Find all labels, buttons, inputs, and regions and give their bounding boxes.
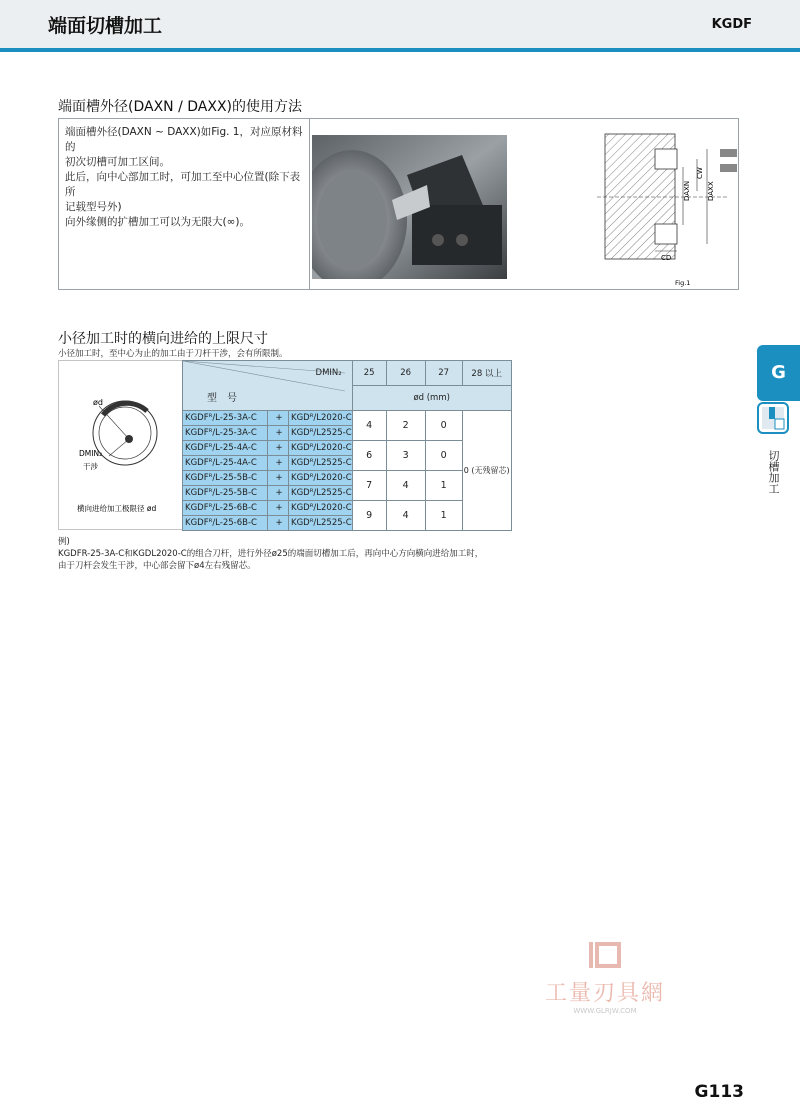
page-title: 端面切槽加工	[48, 15, 163, 37]
col-header: 25	[352, 361, 386, 386]
table-row	[183, 411, 512, 426]
section2-title: 小径加工时的横向进给的上限尺寸	[58, 331, 268, 347]
limit-table	[182, 360, 512, 531]
table-row	[183, 471, 512, 486]
usage-line: 端面槽外径(DAXN ~ DAXX)如Fig. 1，对应原材料的	[65, 126, 303, 153]
section1-title: 端面槽外径(DAXN / DAXX)的使用方法	[58, 99, 303, 115]
shank-model: KGDᴿ/L2020-C	[289, 411, 353, 426]
usage-line: 向外缘侧的扩槽加工可以为无限大(∞)。	[65, 216, 250, 228]
value-cell: 0	[425, 411, 462, 441]
fig-label-cw: CW	[696, 167, 704, 179]
grooving-icon	[757, 402, 789, 434]
watermark-url: WWW.GLRJW.COM	[573, 1007, 637, 1015]
value-cell: 6	[352, 441, 386, 471]
last-col-value: 0 (无残留芯)	[462, 411, 511, 531]
example-line: KGDFR-25-3A-C和KGDL2020-C的组合刀杆，进行外径ø25的端面切槽加工后，再向中心方向横向进给加工时，	[58, 549, 484, 559]
shank-model: KGDᴿ/L2525-C	[289, 516, 353, 531]
plus-sign: +	[268, 426, 289, 441]
holder-model: KGDFᴿ/L-25-5B-C	[183, 486, 268, 501]
fig-label-cd: CD	[661, 254, 672, 262]
table-corner-header	[183, 361, 353, 411]
holder-model: KGDFᴿ/L-25-3A-C	[183, 411, 268, 426]
value-cell: 4	[386, 501, 425, 531]
plus-sign: +	[268, 471, 289, 486]
col-header: 28 以上	[462, 361, 511, 386]
machining-photo	[312, 135, 507, 279]
holder-model: KGDFᴿ/L-25-4A-C	[183, 441, 268, 456]
shank-model: KGDᴿ/L2020-C	[289, 501, 353, 516]
holder-model: KGDFᴿ/L-25-5B-C	[183, 471, 268, 486]
diagram-od-label: ød	[93, 398, 103, 407]
holder-model: KGDFᴿ/L-25-4A-C	[183, 456, 268, 471]
col-header: 26	[386, 361, 425, 386]
diagram-caption: 横向进给加工极限径 ød	[77, 504, 157, 513]
holder-model: KGDFᴿ/L-25-3A-C	[183, 426, 268, 441]
usage-text	[65, 125, 305, 230]
holder-model: KGDFᴿ/L-25-6B-C	[183, 516, 268, 531]
usage-line: 记载型号外)	[65, 201, 122, 213]
plus-sign: +	[268, 456, 289, 471]
table-row	[183, 501, 512, 516]
value-cell: 1	[425, 501, 462, 531]
shank-model: KGDᴿ/L2525-C	[289, 426, 353, 441]
value-cell: 4	[352, 411, 386, 441]
shank-model: KGDᴿ/L2020-C	[289, 471, 353, 486]
dmin-header: DMIN₂	[315, 368, 342, 378]
plus-sign: +	[268, 411, 289, 426]
plus-sign: +	[268, 441, 289, 456]
diagram-interference-label: 干涉	[83, 462, 98, 471]
interference-diagram	[58, 360, 182, 530]
watermark	[540, 940, 670, 1020]
watermark-logo-icon	[585, 940, 625, 972]
plus-sign: +	[268, 501, 289, 516]
section2-subtitle: 小径加工时，至中心为止的加工由于刀杆干涉，会有所限制。	[58, 349, 288, 359]
model-header: 型 号	[207, 393, 237, 404]
side-tab-label: 切槽加工	[767, 450, 780, 494]
plus-sign: +	[268, 516, 289, 531]
product-code: KGDF	[711, 17, 752, 32]
example-line: 由于刀杆会发生干涉，中心部会留下ø4左右残留芯。	[58, 561, 256, 571]
fig-caption: Fig.1	[675, 279, 691, 287]
value-cell: 3	[386, 441, 425, 471]
value-cell: 9	[352, 501, 386, 531]
value-cell: 4	[386, 471, 425, 501]
shank-model: KGDᴿ/L2020-C	[289, 441, 353, 456]
header-accent-bar	[0, 48, 800, 52]
diagram-dmin-label: DMIN₂	[79, 449, 103, 458]
value-cell: 0	[425, 441, 462, 471]
col-header: 27	[425, 361, 462, 386]
value-cell: 1	[425, 471, 462, 501]
usage-line: 此后，向中心部加工时，可加工至中心位置(除下表所	[65, 171, 301, 198]
od-unit-header: ød (mm)	[352, 386, 511, 411]
shank-model: KGDᴿ/L2525-C	[289, 456, 353, 471]
value-cell: 2	[386, 411, 425, 441]
plus-sign: +	[268, 486, 289, 501]
usage-line: 初次切槽可加工区间。	[65, 156, 170, 168]
fig1-diagram	[537, 129, 737, 289]
usage-box	[58, 118, 739, 290]
watermark-text: 工量刃具網	[544, 981, 665, 1006]
fig-label-daxx: DAXX	[707, 181, 715, 201]
page-number: G113	[694, 1082, 744, 1102]
box-divider	[309, 119, 310, 289]
shank-model: KGDᴿ/L2525-C	[289, 486, 353, 501]
fig-label-daxn: DAXN	[683, 180, 691, 201]
holder-model: KGDFᴿ/L-25-6B-C	[183, 501, 268, 516]
example-label: 例)	[58, 537, 70, 547]
side-tab-g[interactable]: G	[757, 345, 800, 401]
value-cell: 7	[352, 471, 386, 501]
table-row	[183, 441, 512, 456]
